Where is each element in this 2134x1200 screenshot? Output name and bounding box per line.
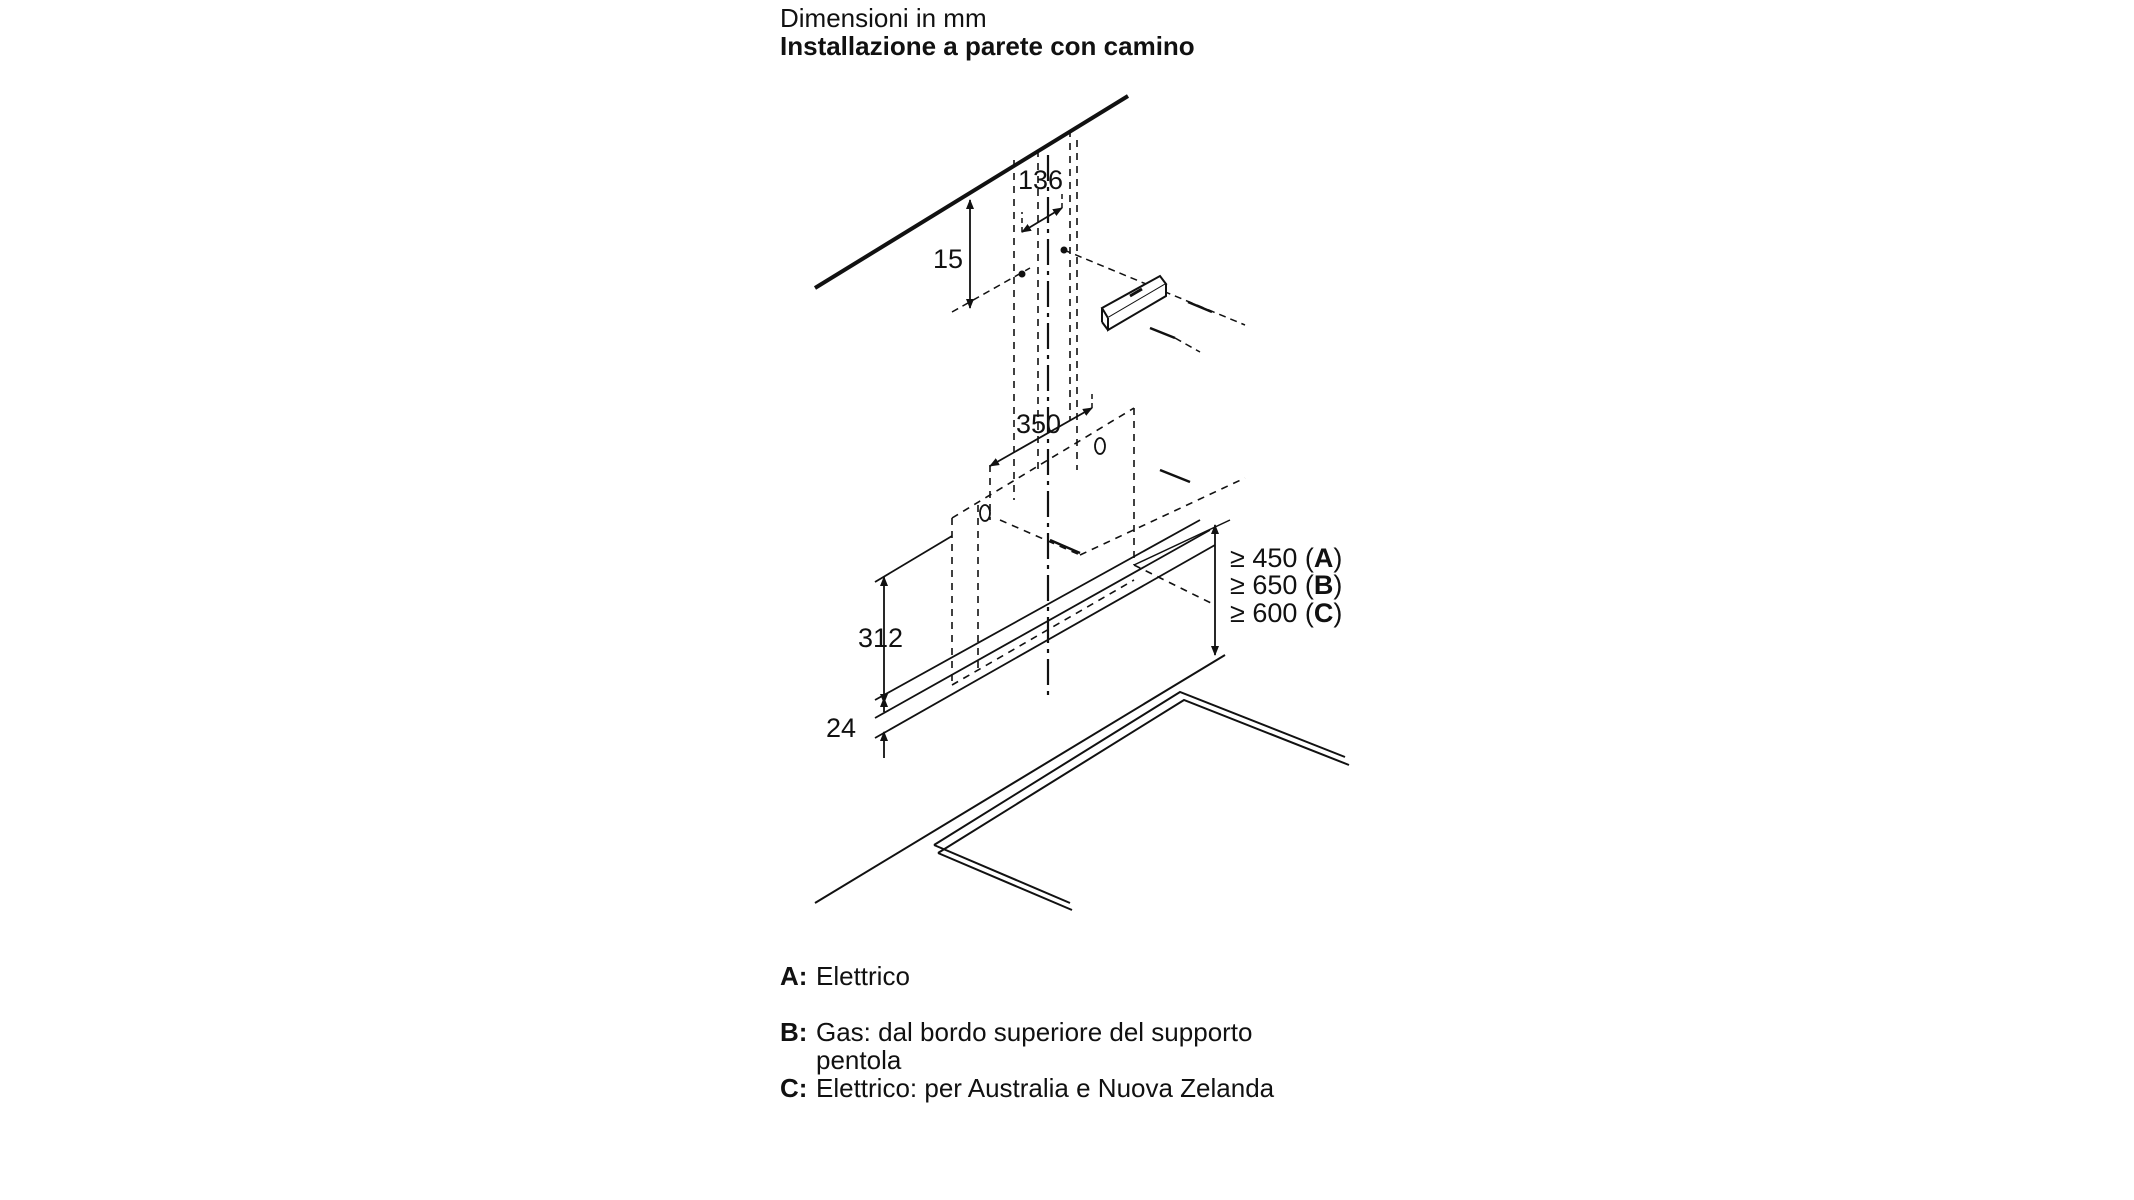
legend-item-a <box>780 962 1416 990</box>
clearance-dimension <box>1134 520 1230 655</box>
clearance-a: ≥ 450 (A) <box>1230 543 1343 573</box>
legend-item-b <box>780 1018 1416 1074</box>
dimension-24 <box>826 698 884 758</box>
dimension-15 <box>933 200 1030 312</box>
clearance-b: ≥ 650 (B) <box>1230 570 1343 600</box>
legend-key: B: <box>780 1017 808 1047</box>
lower-screws <box>1050 470 1190 553</box>
legend-key: C: <box>780 1073 808 1103</box>
dim-15-label: 15 <box>933 244 964 274</box>
legend-text: Elettrico <box>816 961 910 991</box>
hood-bottom-edges <box>875 520 1215 738</box>
legend-item-c <box>780 1074 1416 1102</box>
dim-24-label: 24 <box>826 713 857 743</box>
clearance-c: ≥ 600 (C) <box>1230 598 1343 628</box>
upper-screw-points <box>1019 247 1068 278</box>
legend <box>780 962 1416 1102</box>
dim-312-label: 312 <box>858 623 904 653</box>
lower-screw-anchors <box>980 438 1105 521</box>
worktop-line <box>815 655 1225 903</box>
dimension-312 <box>858 577 903 703</box>
legend-text: Elettrico: per Australia e Nuova Zelanda <box>816 1073 1275 1103</box>
dimension-136 <box>1018 165 1063 232</box>
mounting-bracket <box>1102 276 1166 330</box>
units-subtitle: Dimensioni in mm <box>780 3 987 33</box>
bracket-screws <box>1150 302 1212 338</box>
legend-text: Gas: dal bordo superiore del supporto pentola <box>816 1017 1253 1075</box>
legend-key: A: <box>780 961 808 991</box>
dim-136-label: 136 <box>1018 165 1064 195</box>
cooktop <box>934 692 1349 910</box>
ceiling-line <box>815 96 1128 288</box>
dim-350-label: 350 <box>1016 409 1062 439</box>
diagram-title: Installazione a parete con camino <box>780 31 1195 61</box>
